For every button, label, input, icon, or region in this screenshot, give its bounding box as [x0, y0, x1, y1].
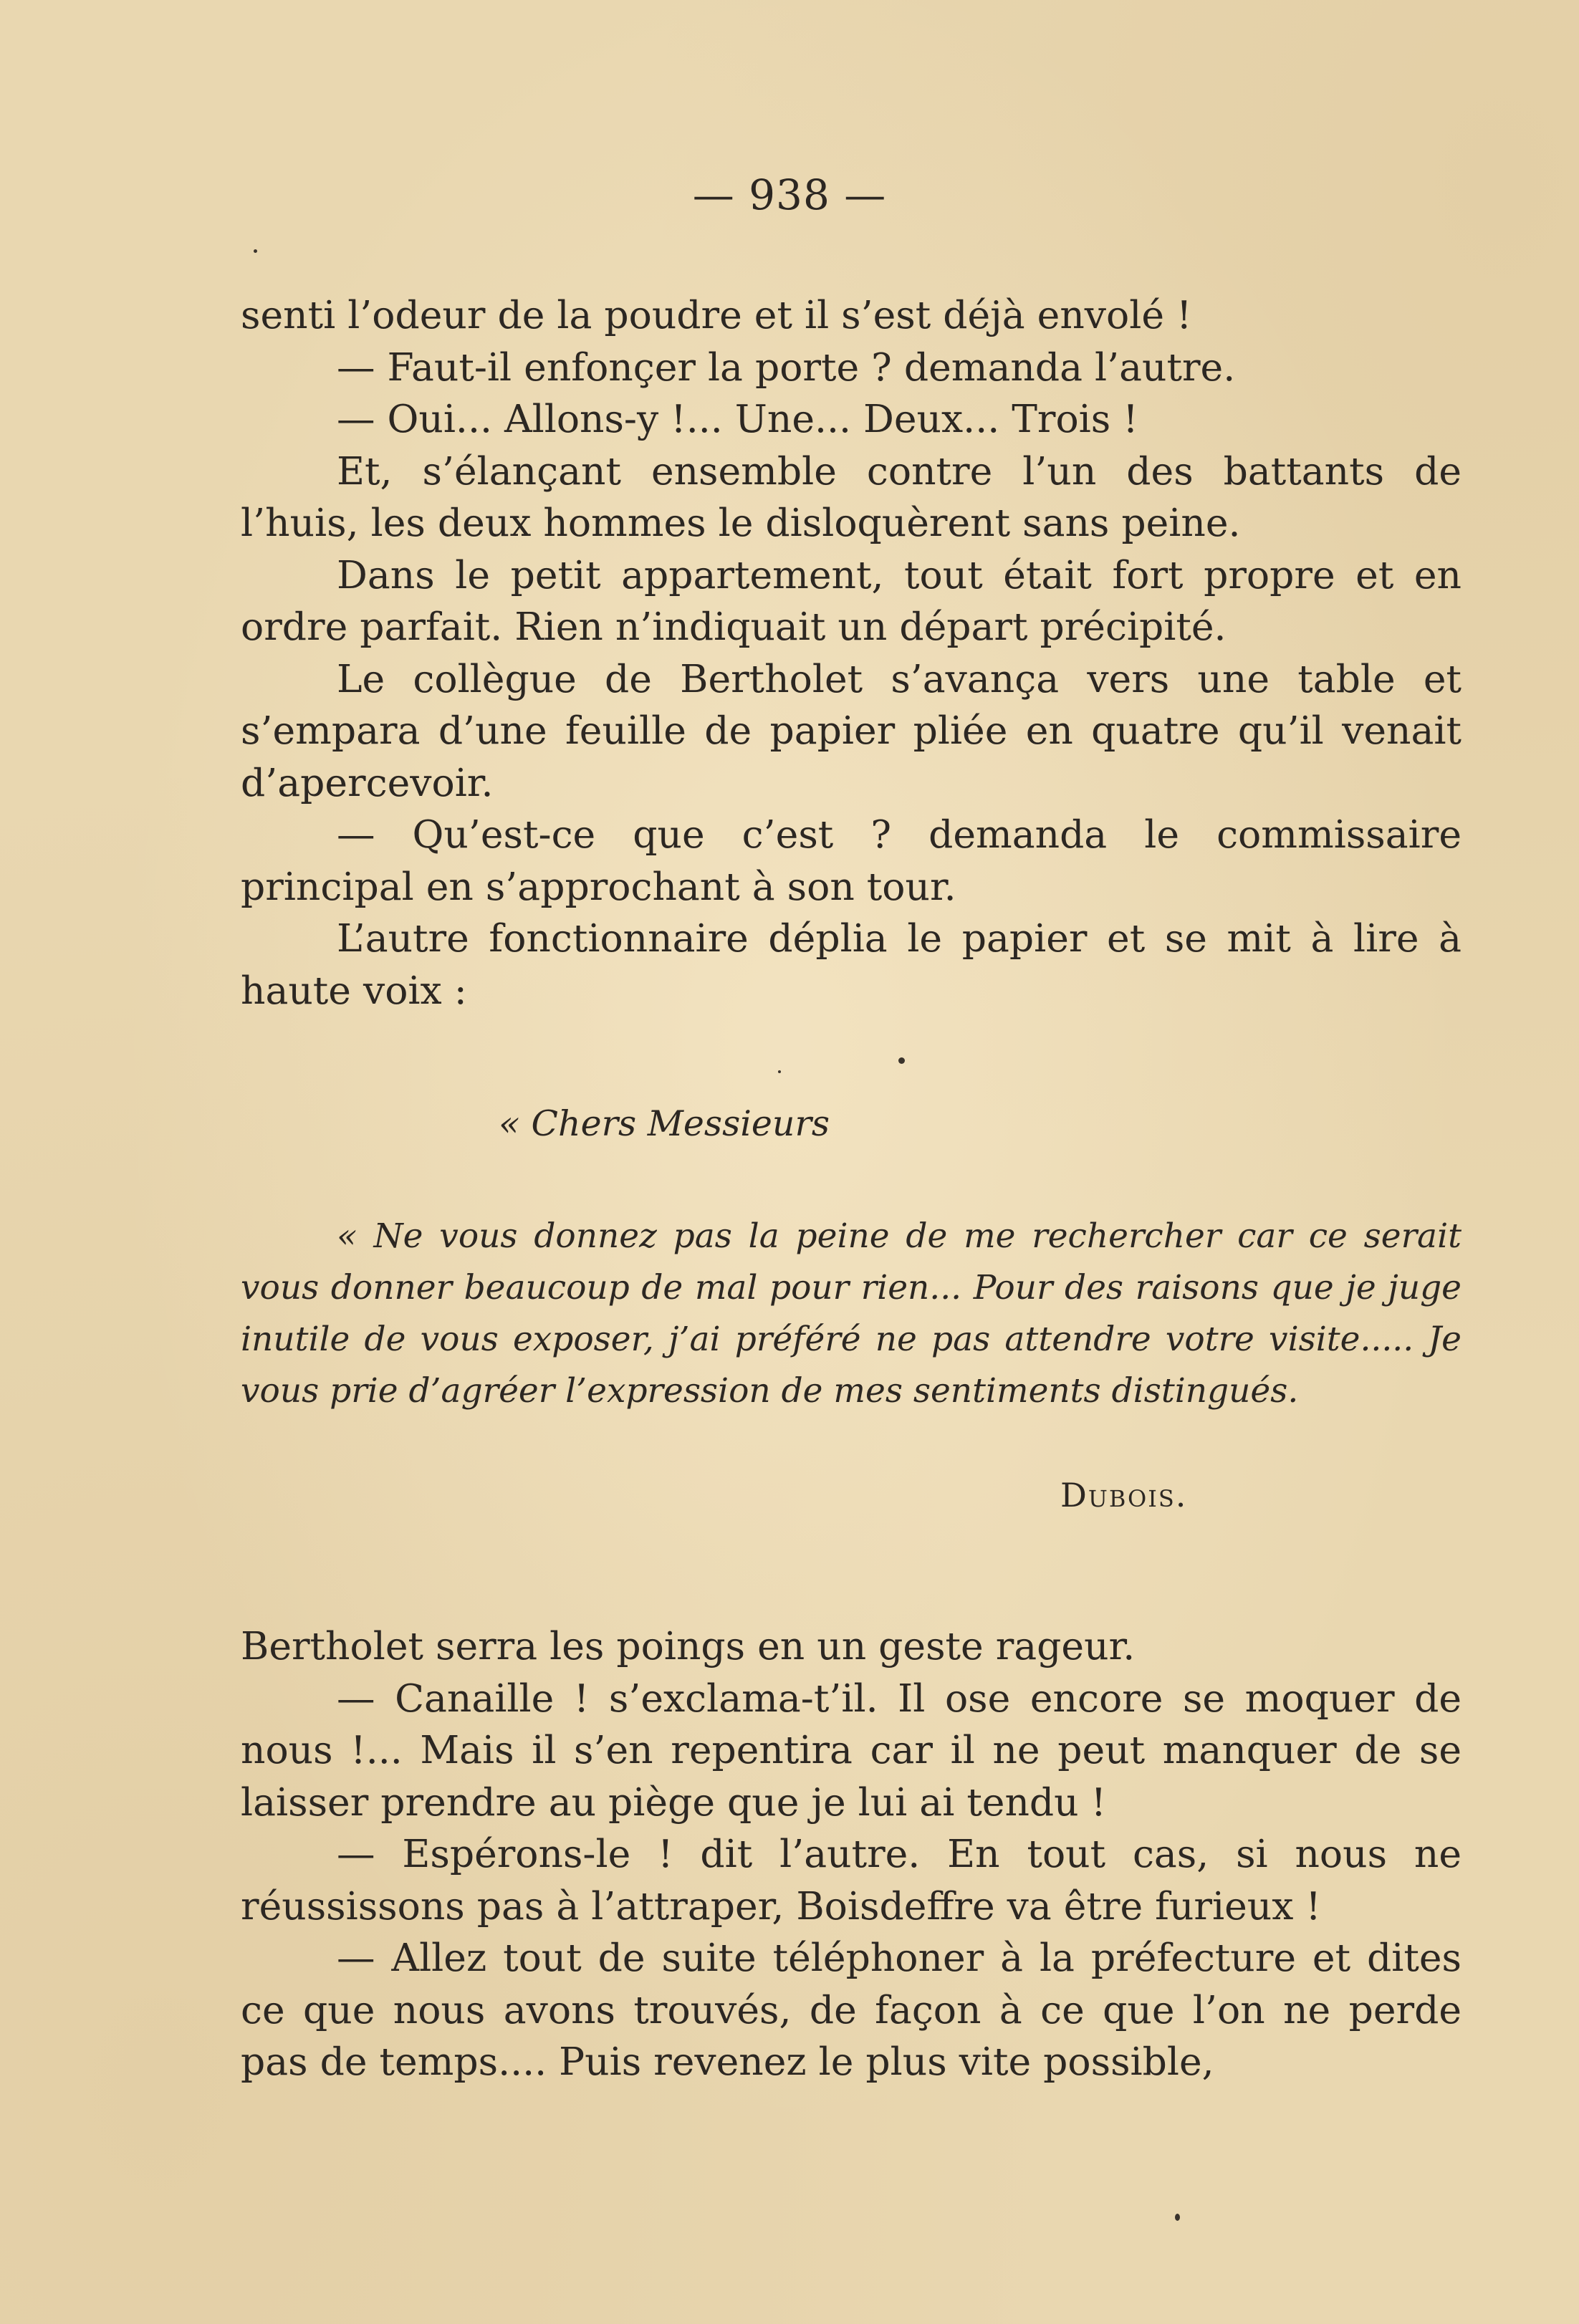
- page-number: — 938 —: [692, 171, 887, 219]
- letter-body: [241, 1211, 1462, 1417]
- letter-salutation: « Chers Messieurs: [499, 1103, 830, 1144]
- paper-speck: [778, 1070, 781, 1073]
- text-block-top: [241, 289, 1462, 1017]
- paragraph: — Oui... Allons-y !... Une... Deux... Trois !: [337, 396, 1138, 441]
- letter-paragraph: « Ne vous donnez pas la peine de me rechercher car ce serait vous donner beaucoup de mal pour rien... Pour des raisons que je juge inutile de vous exposer, j’ai préféré ne pas attendre votre visite..... Je vous prie d’agréer l’expression de mes sentiments distingués.: [241, 1216, 1462, 1411]
- paragraph: L’autre fonctionnaire déplia le papier et se mit à lire à haute voix :: [241, 916, 1462, 1013]
- paragraph: Bertholet serra les poings en un geste rageur.: [241, 1623, 1136, 1668]
- paragraph: Et, s’élançant ensemble contre l’un des battants de l’huis, les deux hommes le disloquèrent sans peine.: [241, 448, 1462, 545]
- paper-speck: [254, 249, 257, 253]
- letter-signature: Dubois.: [1060, 1476, 1188, 1514]
- paragraph: — Qu’est-ce que c’est ? demanda le commissaire principal en s’approchant à son tour.: [241, 812, 1462, 909]
- paragraph: — Espérons-le ! dit l’autre. En tout cas, si nous ne réussissons pas à l’attraper, Boisdeffre va être furieux !: [241, 1831, 1462, 1929]
- paragraph: — Faut-il enfonçer la porte ? demanda l’autre.: [337, 344, 1236, 390]
- paper-speck: [1175, 2214, 1180, 2221]
- paragraph: senti l’odeur de la poudre et il s’est déjà envolé !: [241, 292, 1192, 337]
- paper-speck: [898, 1057, 905, 1064]
- paragraph: — Canaille ! s’exclama-t’il. Il ose encore se moquer de nous !... Mais il s’en repentira car il ne peut manquer de se laisser prendre au piège que je lui ai tendu !: [241, 1675, 1462, 1825]
- paragraph: Le collègue de Bertholet s’avança vers une table et s’empara d’une feuille de papier pliée en quatre qu’il venait d’apercevoir.: [241, 656, 1462, 805]
- text-block-bottom: [241, 1620, 1462, 2088]
- paragraph: Dans le petit appartement, tout était fort propre et en ordre parfait. Rien n’indiquait un départ précipité.: [241, 552, 1462, 649]
- paragraph: — Allez tout de suite téléphoner à la préfecture et dites ce que nous avons trouvés, de façon à ce que l’on ne perde pas de temps.... Puis revenez le plus vite possible,: [241, 1935, 1462, 2084]
